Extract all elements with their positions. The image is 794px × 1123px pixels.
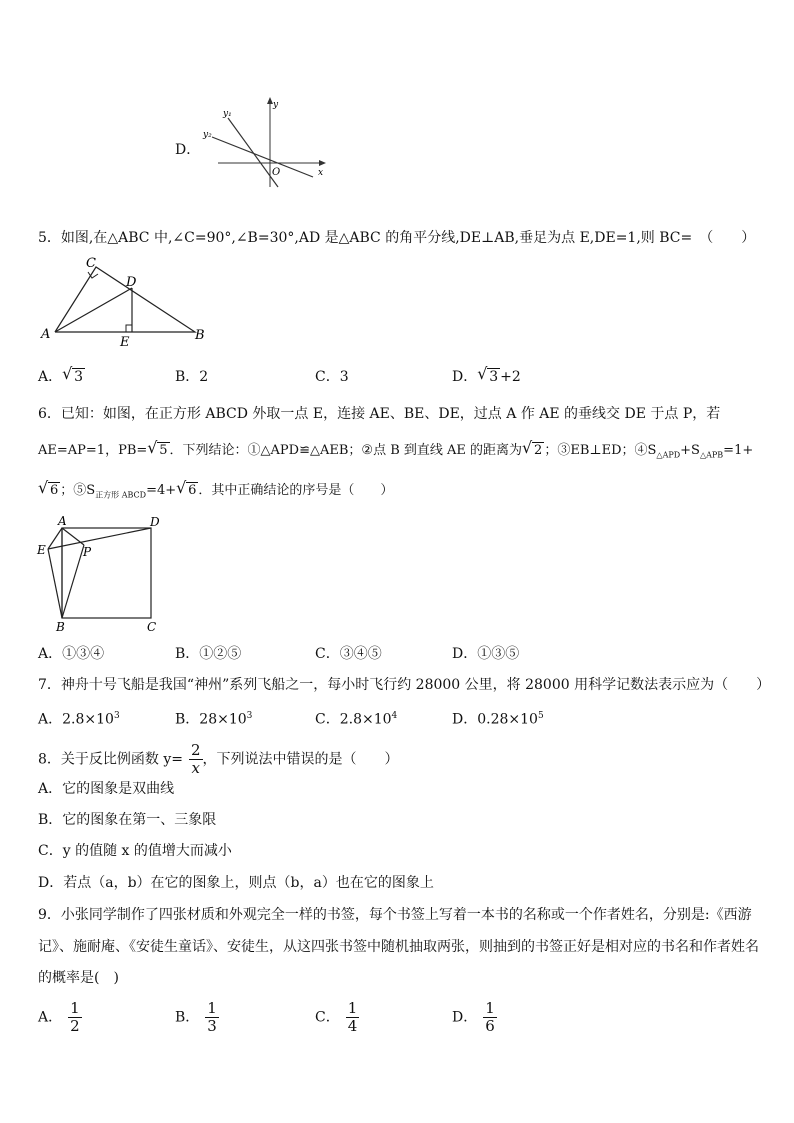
q6-option-b[interactable]: B．①②⑤ [175, 646, 242, 662]
q9-option-a[interactable]: A． $\frac{1}{2}$ [38, 999, 80, 1035]
q4-label-y1: y₁ [223, 109, 232, 119]
q8-stem: 8．关于反比例函数 y= $\frac{2}{x}$ ，下列说法中错误的是（ ） [38, 741, 399, 777]
q9-stem-line2: 记》、施耐庵、《安徒生童话》、安徒生，从这四张书签中随机抽取两张，则抽到的书签正好是相对应的书名和作者姓名 [38, 939, 759, 955]
q6-stem-line3: √ 6 ；$⑤S_{正方形 ABCD}=4+√$ 6 ．其中正确结论的序号是（ ） [38, 481, 393, 506]
q9-stem-line3: 的概率是( ) [38, 970, 119, 986]
q5-option-d[interactable]: D．√ 3 +2 [452, 367, 521, 387]
q6-label-a: A [58, 514, 67, 528]
q9-stem-line1: 9．小张同学制作了四张材质和外观完全一样的书签，每个书签上写着一本书的名称或一个作者姓名，分别是:《西游 [38, 907, 752, 923]
q6-option-d[interactable]: D．①③⑤ [452, 646, 520, 662]
q5-stem: 5．如图,在△ABC 中,∠C=90°,∠B=30°,AD 是△ABC 的角平分线,DE⊥AB,垂足为点 E,DE=1,则 BC= （ ） [38, 230, 756, 246]
q5-option-c[interactable]: C．3 [315, 369, 349, 385]
q9-option-c[interactable]: C． $\frac{1}{4}$ [315, 999, 358, 1035]
q8-option-c[interactable]: C．y 的值随 x 的值增大而减小 [38, 843, 232, 859]
q5-label-a: A [41, 327, 51, 342]
q4-label-x: x [318, 168, 324, 178]
q4-label-o: O [272, 167, 281, 178]
q6-label-e: E [37, 543, 46, 557]
q8-option-d[interactable]: D．若点（a，b）在它的图象上，则点（b，a）也在它的图象上 [38, 875, 434, 891]
q5-label-d: D [126, 275, 137, 290]
q5-label-b: B [195, 328, 205, 343]
q8-option-b[interactable]: B．它的图象在第一、三象限 [38, 812, 217, 828]
q7-option-a[interactable]: A．$2.8\times 10^3$ [38, 711, 120, 728]
q5-option-b[interactable]: B．2 [175, 369, 209, 385]
q4-option-d-graph [198, 95, 333, 190]
q7-option-d[interactable]: D．$0.28\times 10^5$ [452, 711, 544, 728]
q6-label-p: P [83, 545, 92, 559]
q6-label-d: D [150, 515, 160, 529]
q7-option-c[interactable]: C．$2.8\times 10^4$ [315, 711, 398, 728]
q7-stem: 7．神舟十号飞船是我国“神州”系列飞船之一，每小时飞行约 28000 公里，将 28000 用科学记数法表示应为（ ） [38, 677, 771, 693]
q6-label-b: B [56, 620, 65, 634]
q7-option-b[interactable]: B．$28\times 10^3$ [175, 711, 253, 728]
q8-fraction: $\frac{2}{x}$ [191, 741, 201, 777]
q5-option-a[interactable]: A．√ 3 [38, 367, 85, 387]
q6-option-a[interactable]: A．①③④ [38, 646, 105, 662]
q6-option-c[interactable]: C．③④⑤ [315, 646, 382, 662]
q5-triangle-figure [38, 252, 213, 350]
q6-stem-line2: AE=AP=1，PB=√ 5 ．下列结论：①△APD≌△AEB；②点 B 到直线 AE 的距离为√ 2 ；③EB⊥ED；$④S_{\triangle APD}+S_{\triangle APB}=1+$ [38, 441, 753, 466]
q6-label-c: C [147, 620, 157, 634]
q4-label-y2: y₂ [203, 130, 212, 140]
q5-label-e: E [120, 335, 130, 350]
q6-stem-line1: 6．已知：如图，在正方形 ABCD 外取一点 E，连接 AE、BE、DE，过点 A 作 AE 的垂线交 DE 于点 P，若 [38, 406, 721, 422]
q5-label-c: C [86, 256, 96, 271]
q6-square-figure [34, 512, 169, 634]
q8-option-a[interactable]: A．它的图象是双曲线 [38, 781, 175, 797]
q4-option-d-label: D． [175, 142, 201, 158]
q9-option-b[interactable]: B． $\frac{1}{3}$ [175, 999, 217, 1035]
q4-label-y: y [273, 100, 279, 110]
q9-option-d[interactable]: D． $\frac{1}{6}$ [452, 999, 495, 1035]
